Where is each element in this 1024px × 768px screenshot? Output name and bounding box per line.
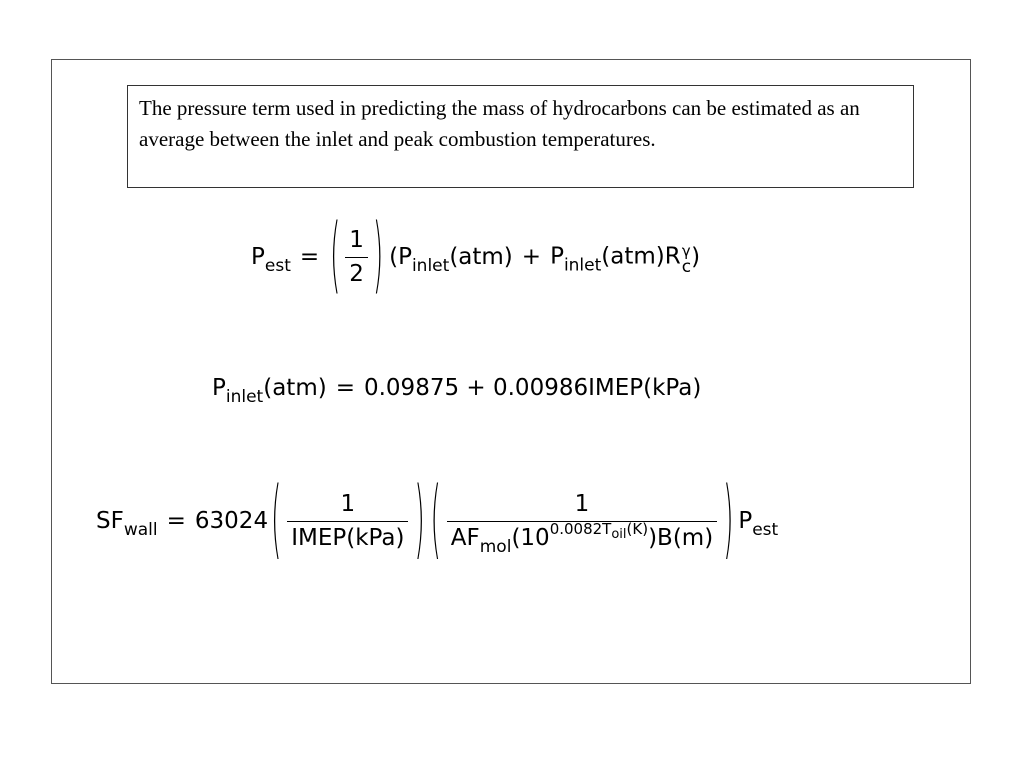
eq2-rhs: 0.09875 + 0.00986IMEP(kPa) [363, 374, 702, 401]
eq3-frac1-num: 1 [340, 490, 356, 517]
eq3-coef: 63024 [194, 507, 269, 534]
eq1-right-paren: ) [372, 209, 384, 305]
eq1-equals: = [299, 243, 320, 270]
eq3-p-est: $P_{est}$ [738, 507, 779, 540]
eq2-lhs: $P_{inlet}(atm)$ [212, 374, 327, 407]
eq1-term2: $P_{inlet}(atm)R$ γ c [550, 242, 692, 277]
eq3-frac2-num: 1 [574, 490, 590, 517]
eq1-frac-num: 1 [349, 226, 364, 253]
note-text: The pressure term used in predicting the mass of hydrocarbons can be estimated as an average between the inlet and peak combustion temperatures. [139, 96, 860, 151]
equation-sf-wall [96, 471, 779, 571]
eq1-term1: $P_{inlet}(atm)$ [398, 243, 513, 276]
eq3-frac2-den: $AF_{mol}(10^{0.0082Toil(K)})B(m)$ [447, 521, 717, 550]
eq3-paren2-close: ) [723, 471, 734, 571]
eq3-paren1-open: ( [271, 471, 282, 571]
eq3-frac1-den: IMEP(kPa) [287, 521, 408, 550]
eq3-fraction2 [447, 490, 717, 557]
eq3-equals: = [166, 507, 186, 534]
eq1-fraction [345, 226, 368, 287]
eq1-left-paren: ( [330, 209, 341, 305]
eq1-lhs: $P_{est}$ [251, 243, 291, 276]
eq1-close: ) [691, 243, 701, 270]
eq2-equals: = [335, 374, 355, 401]
eq1-plus: + [521, 243, 542, 270]
equation-p-inlet [212, 368, 701, 408]
eq1-frac-den: 2 [345, 257, 368, 286]
eq3-paren2-open: ( [430, 471, 441, 571]
eq3-lhs: $SF_{wall}$ [96, 507, 158, 540]
eq1-open: ( [389, 243, 399, 270]
eq3-fraction1 [287, 490, 408, 551]
equation-p-est [251, 209, 701, 305]
eq3-paren1-close: ) [414, 471, 425, 571]
note-box [127, 85, 914, 188]
